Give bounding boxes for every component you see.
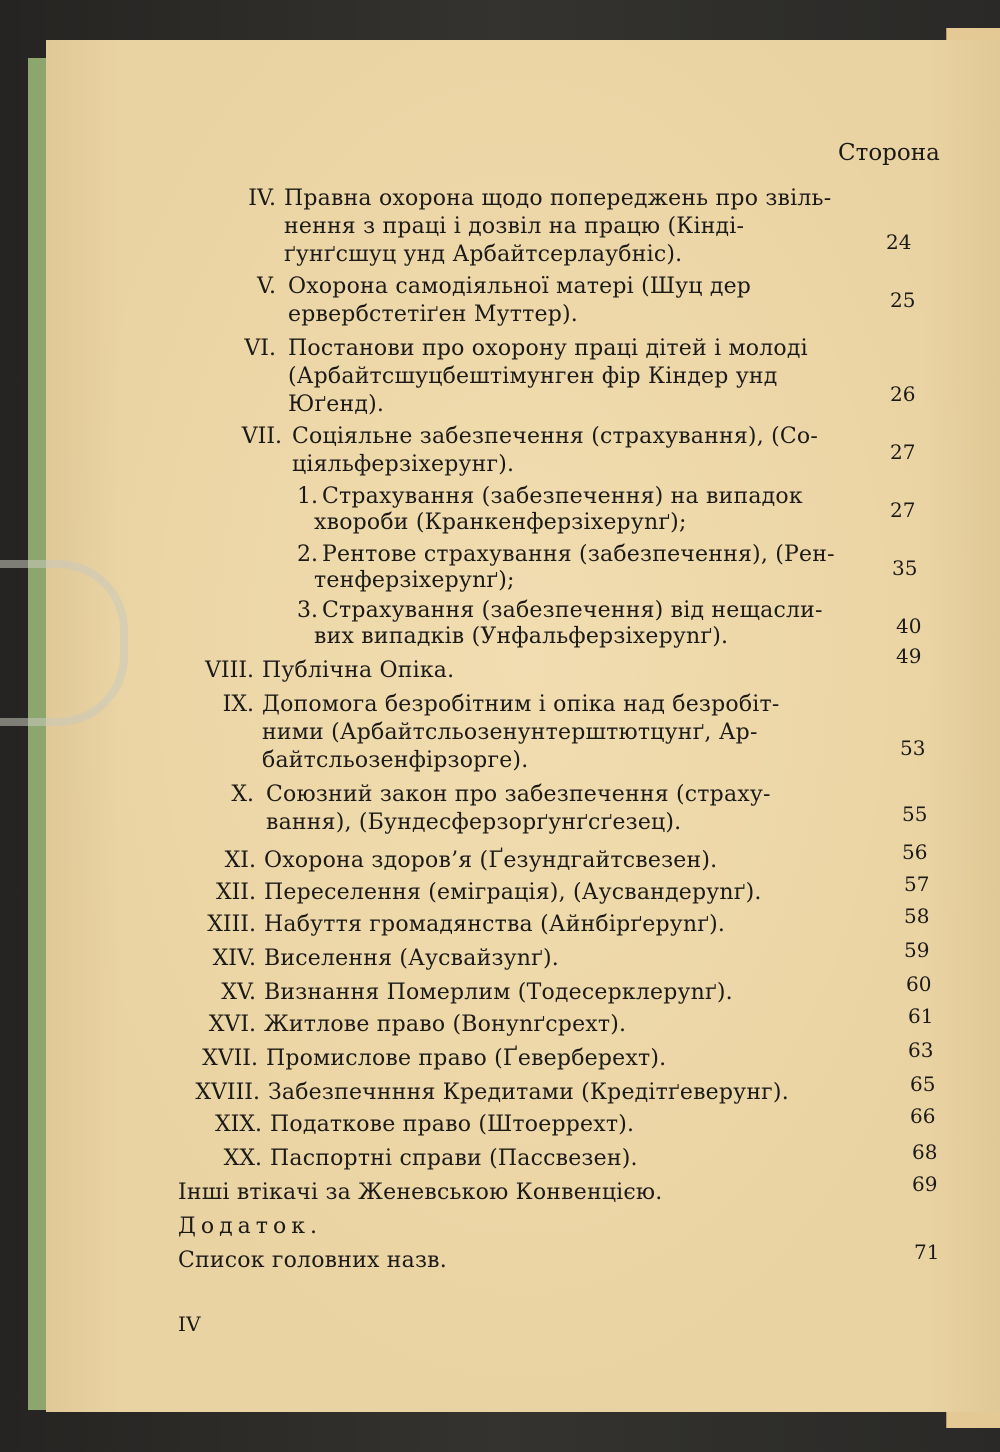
page-number: 60: [906, 972, 932, 996]
entry-number: VIII.: [205, 658, 254, 683]
entry-number: XIV.: [212, 946, 256, 971]
appendix-heading: Додаток.: [178, 1214, 322, 1239]
page-number: 59: [904, 938, 930, 962]
entry-line: ціяльферзіхерунг).: [292, 452, 515, 477]
entry-line: Інші втікачі за Женевською Конвенцією.: [178, 1180, 663, 1205]
entry-number: VI.: [244, 336, 276, 361]
page-number: 40: [896, 614, 922, 638]
entry-number: IX.: [222, 692, 254, 717]
page-number: 56: [902, 840, 928, 864]
entry-line: Рентове страхування (забезпечення), (Рен-: [322, 542, 835, 567]
entry-line: хвороби (Кранкенферзіхеруnґ);: [314, 510, 687, 535]
entry-line: ґунґсшуц унд Арбайтсерлаубніс).: [284, 242, 683, 267]
entry-line: Охорона самодіяльної матері (Шуц дер: [288, 274, 752, 299]
page-number: 68: [912, 1140, 938, 1164]
entry-line: Охорона здоров’я (Ґезундгайтсвезен).: [264, 848, 718, 873]
page-number: 58: [904, 904, 930, 928]
entry-number: XIII.: [207, 912, 256, 937]
entry-line: нення з праці і дозвіл на працю (Кінді-: [284, 214, 745, 239]
entry-line: Публічна Опіка.: [262, 658, 455, 683]
entry-number: XI.: [224, 848, 256, 873]
entry-line: Юґенд).: [288, 392, 385, 417]
page-number: 27: [890, 440, 916, 464]
page-number: 24: [886, 230, 912, 254]
entry-line: Виселення (Аусвайзуnґ).: [264, 946, 559, 971]
entry-line: Страхування (забезпечення) на випадок: [322, 484, 803, 509]
entry-number: V.: [256, 274, 276, 299]
page-number: 69: [912, 1172, 938, 1196]
entry-number: 1.: [297, 484, 318, 509]
page-number: 55: [902, 802, 928, 826]
page-number: 63: [908, 1038, 934, 1062]
entry-number: XVI.: [208, 1012, 256, 1037]
entry-line: Набуття громадянства (Айнбірґеруnґ).: [264, 912, 726, 937]
entry-line: Забезпечнння Кредитами (Кредітґеверунг).: [268, 1080, 789, 1105]
page-number: 35: [892, 556, 918, 580]
page-footer-number: IV: [178, 1312, 201, 1336]
entry-line: Житлове право (Вонуnґсрехт).: [264, 1012, 627, 1037]
entry-number: XVII.: [202, 1046, 258, 1071]
page-number: 66: [910, 1104, 936, 1128]
entry-line: Допомога безробітним і опіка над безробіт-: [262, 692, 780, 717]
entry-line: вання), (Бундесферзорґунґсґезец).: [266, 810, 682, 835]
entry-number: XV.: [221, 980, 256, 1005]
entry-line: вих випадків (Унфальферзіхеруnґ).: [314, 624, 729, 649]
entry-number: XIX.: [214, 1112, 262, 1137]
page-number: 57: [904, 872, 930, 896]
entry-number: X.: [231, 782, 254, 807]
entry-line: Податкове право (Штоеррехт).: [270, 1112, 635, 1137]
entry-line: Промислове право (Ґеверберехт).: [266, 1046, 667, 1071]
page-number: 25: [890, 288, 916, 312]
entry-number: 2.: [297, 542, 318, 567]
entry-number: XII.: [215, 880, 256, 905]
entry-line: Список головних назв.: [178, 1248, 447, 1273]
entry-line: Соціяльне забезпечення (страхування), (Со-: [292, 424, 818, 449]
entry-line: Союзний закон про забезпечення (страху-: [266, 782, 771, 807]
entry-line: Визнання Померлим (Тодесерклеруnґ).: [264, 980, 733, 1005]
entry-line: Правна охорона щодо попереджень про звіль-: [284, 186, 832, 211]
entry-line: Паспортні справи (Пассвезен).: [270, 1146, 638, 1171]
entry-line: Постанови про охорону праці дітей і молоді: [288, 336, 808, 361]
page-number: 61: [908, 1004, 934, 1028]
page-clip: [0, 560, 128, 726]
entry-line: байтсльозенфірзорге).: [262, 748, 529, 773]
page-number: 27: [890, 498, 916, 522]
page-number: 49: [896, 644, 922, 668]
page-number: 65: [910, 1072, 936, 1096]
entry-number: IV.: [248, 186, 276, 211]
page-number: 26: [890, 382, 916, 406]
column-header-page: Сторона: [838, 140, 940, 166]
page-number: 53: [900, 736, 926, 760]
entry-line: ними (Арбайтсльозенунтерштютцунґ, Ар-: [262, 720, 758, 745]
entry-number: XX.: [223, 1146, 262, 1171]
entry-line: тенферзіхеруnґ);: [314, 568, 515, 593]
entry-number: 3.: [297, 598, 318, 623]
page-number: 71: [914, 1240, 940, 1264]
entry-line: Переселення (еміграція), (Аусвандеруnґ).: [264, 880, 762, 905]
entry-line: ервербстетіґен Муттер).: [288, 302, 578, 327]
entry-line: Страхування (забезпечення) від нещасли-: [322, 598, 823, 623]
entry-line: (Арбайтсшуцбештімунген фір Кіндер унд: [288, 364, 778, 389]
entry-number: XVIII.: [195, 1080, 260, 1105]
entry-number: VII.: [241, 424, 282, 449]
